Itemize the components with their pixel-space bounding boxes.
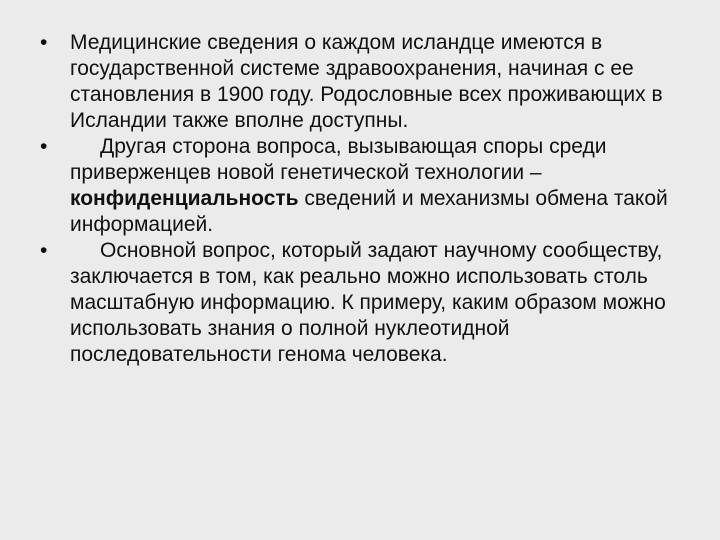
bullet-text-segment: сведений и механизмы обмена такой информацией.	[70, 187, 668, 236]
bullet-text-segment: Другая сторона вопроса, вызывающая споры среди приверженцев новой генетической технологии –	[70, 135, 607, 184]
bullet-list	[40, 30, 680, 368]
bullet-marker: •	[40, 135, 48, 158]
bullet-text	[70, 30, 680, 134]
bullet-item-confidentiality	[40, 134, 680, 238]
bullet-text	[70, 134, 680, 238]
bullet-item-main-question	[40, 238, 680, 368]
bullet-text	[70, 238, 680, 368]
bullet-marker: •	[40, 239, 48, 262]
bullet-item-medical-records	[40, 30, 680, 134]
bullet-text-segment: Основной вопрос, который задают научному сообществу, заключается в том, как реально можно использовать столь масштабную информацию. К примеру, каким образом можно использовать знания о полной нуклеотидной последовательности генома человека.	[70, 239, 666, 366]
bullet-text-segment: Медицинские сведения о каждом исландце имеются в государственной системе здравоохранения, начиная с ее становления в 1900 году. Родословные всех проживающих в Исландии также вполне доступны.	[70, 31, 663, 132]
bullet-marker: •	[40, 31, 48, 54]
bullet-text-emphasis: конфиденциальность	[70, 187, 299, 210]
